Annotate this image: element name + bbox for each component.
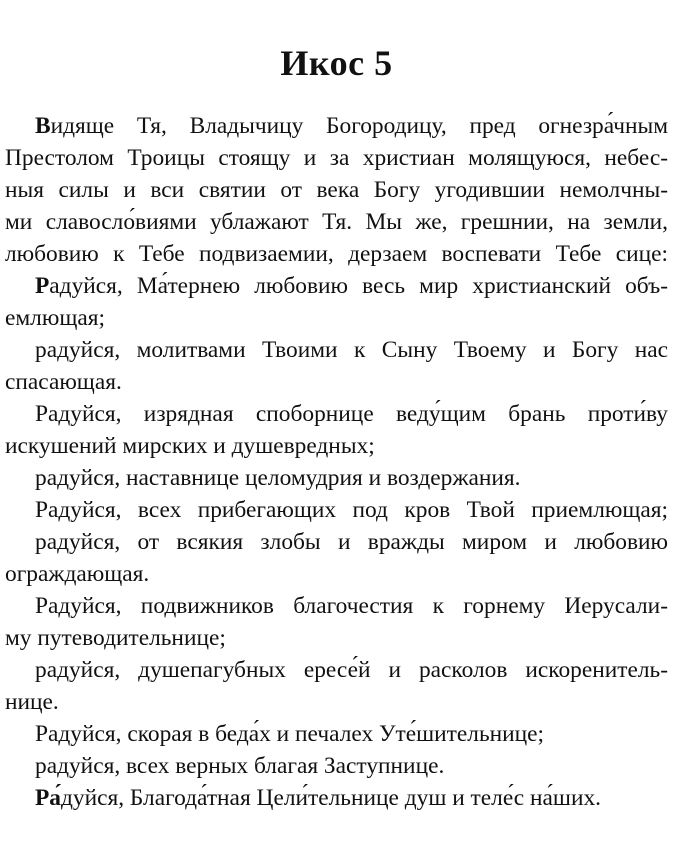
text-line xyxy=(5,494,668,526)
page-title: Икос 5 xyxy=(280,43,393,83)
line-text: идяще Тя, Владычицу Богородицу, пред огнезра́чным xyxy=(50,113,668,139)
line-text: спасающая. xyxy=(5,369,122,395)
line-text: нице. xyxy=(5,689,59,715)
line-text: емлющая; xyxy=(5,305,105,331)
line-text: Радуйся, скорая в беда́х и печалех Уте́шительнице; xyxy=(35,721,545,747)
line-text: му путеводительнице; xyxy=(5,625,226,651)
line-text: дуйся, Благода́тная Цели́тельнице душ и теле́с на́ших. xyxy=(60,785,602,811)
text-line xyxy=(5,622,668,654)
line-text: адуйся, Ма́тернею любовию весь мир христианский объ- xyxy=(49,273,668,299)
line-text: Радуйся, всех прибегающих под кров Твой приемлющая; xyxy=(35,497,668,523)
text-line xyxy=(5,558,668,590)
initial-letter: Ра́ xyxy=(35,785,61,811)
text-line xyxy=(5,718,668,750)
line-text: ныя силы и вси святии от века Богу угодившии немолчны- xyxy=(5,177,668,203)
initial-letter: В xyxy=(35,113,51,139)
text-line xyxy=(5,366,668,398)
text-line xyxy=(5,590,668,622)
line-text: радуйся, всех верных благая Заступнице. xyxy=(35,753,445,779)
line-text: радуйся, от всякия злобы и вражды миром и любовию xyxy=(35,529,668,555)
text-line xyxy=(5,654,668,686)
line-text: радуйся, наставнице целомудрия и воздержания. xyxy=(35,465,521,491)
line-text: ми славосло́виями ублажают Тя. Мы же, грешнии, на земли, xyxy=(5,209,668,235)
text-line xyxy=(5,750,668,782)
text-line xyxy=(5,686,668,718)
text-line xyxy=(5,110,668,142)
text-line xyxy=(5,238,668,270)
line-text: Престолом Троицы стоящу и за христиан молящуюся, небес- xyxy=(5,145,668,171)
text-line xyxy=(5,302,668,334)
ikos-text xyxy=(5,110,668,814)
text-line xyxy=(5,174,668,206)
text-line xyxy=(5,334,668,366)
text-line xyxy=(5,526,668,558)
line-text: любовию к Тебе подвизаемии, дерзаем воспевати Тебе сице: xyxy=(5,241,668,267)
line-text: радуйся, душепагубных ересе́й и расколов искоренитель- xyxy=(35,657,668,683)
text-line xyxy=(5,142,668,174)
line-text: ограждающая. xyxy=(5,561,150,587)
text-line xyxy=(5,782,668,814)
text-line xyxy=(5,430,668,462)
line-text: Радуйся, подвижников благочестия к горнему Иерусали- xyxy=(35,593,668,619)
line-text: Радуйся, изрядная споборнице веду́щим брань проти́ву xyxy=(35,401,668,427)
text-line xyxy=(5,206,668,238)
initial-letter: Р xyxy=(35,273,50,299)
text-line xyxy=(5,270,668,302)
line-text: радуйся, молитвами Твоими к Сыну Твоему и Богу нас xyxy=(35,337,668,363)
text-line xyxy=(5,398,668,430)
line-text: искушений мирских и душевредных; xyxy=(5,433,375,459)
text-line xyxy=(5,462,668,494)
